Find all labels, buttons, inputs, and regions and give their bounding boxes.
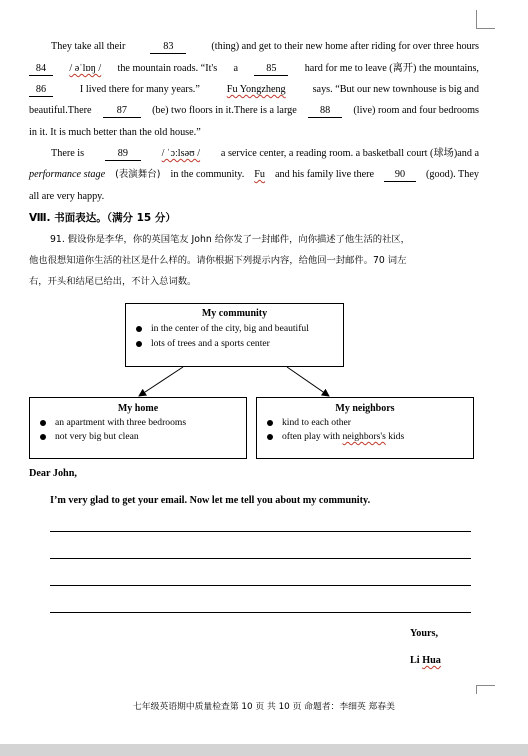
passage-text: the mountain roads. “It's: [117, 63, 218, 74]
passage-text: They take all their: [51, 41, 126, 52]
writing-line[interactable]: [50, 612, 471, 613]
page-corner-mark: [476, 10, 495, 29]
arrow-to-neighbors: [287, 367, 329, 396]
neighbors-title: My neighbors: [335, 403, 395, 414]
passage-text: (good). They: [425, 169, 479, 180]
home-item-text: not very big but clean: [55, 431, 139, 442]
community-item: [136, 323, 343, 334]
neighbors-item: [267, 417, 473, 428]
letter-greeting: Dear John,: [29, 468, 77, 479]
passage-text: says. “But our new townhouse is big and: [312, 84, 479, 95]
community-item: [136, 338, 343, 349]
blank-89[interactable]: 89: [105, 148, 141, 161]
passage-text: (live) room and four bedrooms: [353, 105, 479, 116]
passage-line-7: [29, 168, 479, 182]
blank-88[interactable]: 88: [308, 105, 342, 118]
passage-text: and his family live there: [275, 169, 375, 180]
passage-line-4: [29, 104, 479, 118]
writing-line[interactable]: [50, 585, 471, 586]
community-title: My community: [201, 308, 268, 319]
blank-86[interactable]: 86: [29, 84, 53, 97]
bullet-icon: [40, 434, 46, 440]
neighbors-item-text: often play with: [282, 431, 341, 442]
community-box: [125, 303, 344, 367]
bullet-icon: [136, 341, 142, 347]
passage-line-6: [29, 147, 479, 161]
name-fu: Fu: [254, 169, 266, 180]
letter-opening: I’m very glad to get your email. Now let me tell you about my community.: [50, 495, 371, 506]
passage-line-1: [29, 40, 479, 54]
passage-line-3: [29, 83, 479, 97]
passage-text: hard for me to leave (离开) the mountains,: [304, 63, 479, 74]
passage-line-8: [29, 190, 479, 203]
blank-90[interactable]: 90: [384, 169, 416, 182]
passage-text: performance stage: [29, 169, 106, 180]
neighbors-box: [256, 397, 474, 459]
phonetic-along: / əˈlɒŋ /: [69, 63, 102, 74]
passage-text: beautiful.There: [29, 105, 92, 116]
passage-text: in the community.: [170, 169, 245, 180]
community-item-text: in the center of the city, big and beautiful: [151, 323, 309, 334]
home-title: My home: [117, 403, 159, 414]
arrow-to-home: [139, 367, 183, 396]
neighbors-item-text: kind to each other: [282, 417, 351, 428]
passage-text: (thing) and get to their new home after riding for over three hours: [211, 41, 479, 52]
page-footer: 七年级英语期中质量检查第 10 页 共 10 页 命题者：李细英 郑春美: [133, 702, 395, 712]
passage-text: all are very happy.: [29, 191, 105, 202]
community-item-text: lots of trees and a sports center: [151, 338, 270, 349]
section-heading: Ⅷ. 书面表达。（满分 15 分）: [29, 212, 176, 224]
passage-text: a service center, a reading room. a basketball court (球场)and a: [220, 148, 479, 159]
home-item: [40, 431, 246, 442]
neighbors-item-text: kids: [388, 431, 405, 442]
page-gap-band: [0, 744, 528, 756]
name-fu-yongzheng: Fu Yongzheng: [226, 84, 286, 95]
blank-84[interactable]: 84: [29, 63, 53, 76]
blank-87[interactable]: 87: [103, 105, 141, 118]
bullet-icon: [267, 420, 273, 426]
task-line-2: 他也很想知道你生活的社区是什么样的。请你根据下列提示内容，给他回一封邮件。70 词左: [29, 255, 407, 266]
task-line-1: 91. 假设你是李华，你的英国笔友 John 给你发了一封邮件，向你描述了他生活的社区，: [50, 234, 410, 245]
task-line-3: 右，开头和结尾已给出，不计入总词数。: [29, 276, 197, 287]
letter-signature: [410, 655, 441, 666]
passage-text: I lived there for many years.”: [79, 84, 200, 95]
neighbors-item-text: neighbors's: [342, 431, 386, 442]
passage-line-5: [29, 126, 479, 139]
passage-text: (表演舞台): [115, 169, 161, 180]
phonetic-also: / ˈɔːlsəʊ /: [161, 148, 201, 159]
blank-83[interactable]: 83: [150, 41, 186, 54]
writing-line[interactable]: [50, 558, 471, 559]
passage-text: a: [233, 63, 239, 74]
bullet-icon: [136, 326, 142, 332]
page-corner-mark: [476, 685, 495, 694]
bullet-icon: [267, 434, 273, 440]
passage-text: There is: [51, 148, 85, 159]
home-item-text: an apartment with three bedrooms: [55, 417, 187, 428]
bullet-icon: [40, 420, 46, 426]
home-item: [40, 417, 246, 428]
neighbors-item: [267, 431, 473, 442]
passage-text: (be) two floors in it.There is a large: [152, 105, 297, 116]
signature-last: Hua: [422, 655, 441, 666]
blank-85[interactable]: 85: [254, 63, 288, 76]
writing-line[interactable]: [50, 531, 471, 532]
passage-line-2: [29, 62, 479, 76]
home-box: [29, 397, 247, 459]
passage-text: in it. It is much better than the old house.”: [29, 127, 201, 138]
letter-closing: Yours,: [410, 628, 439, 639]
signature-first: Li: [410, 655, 420, 666]
